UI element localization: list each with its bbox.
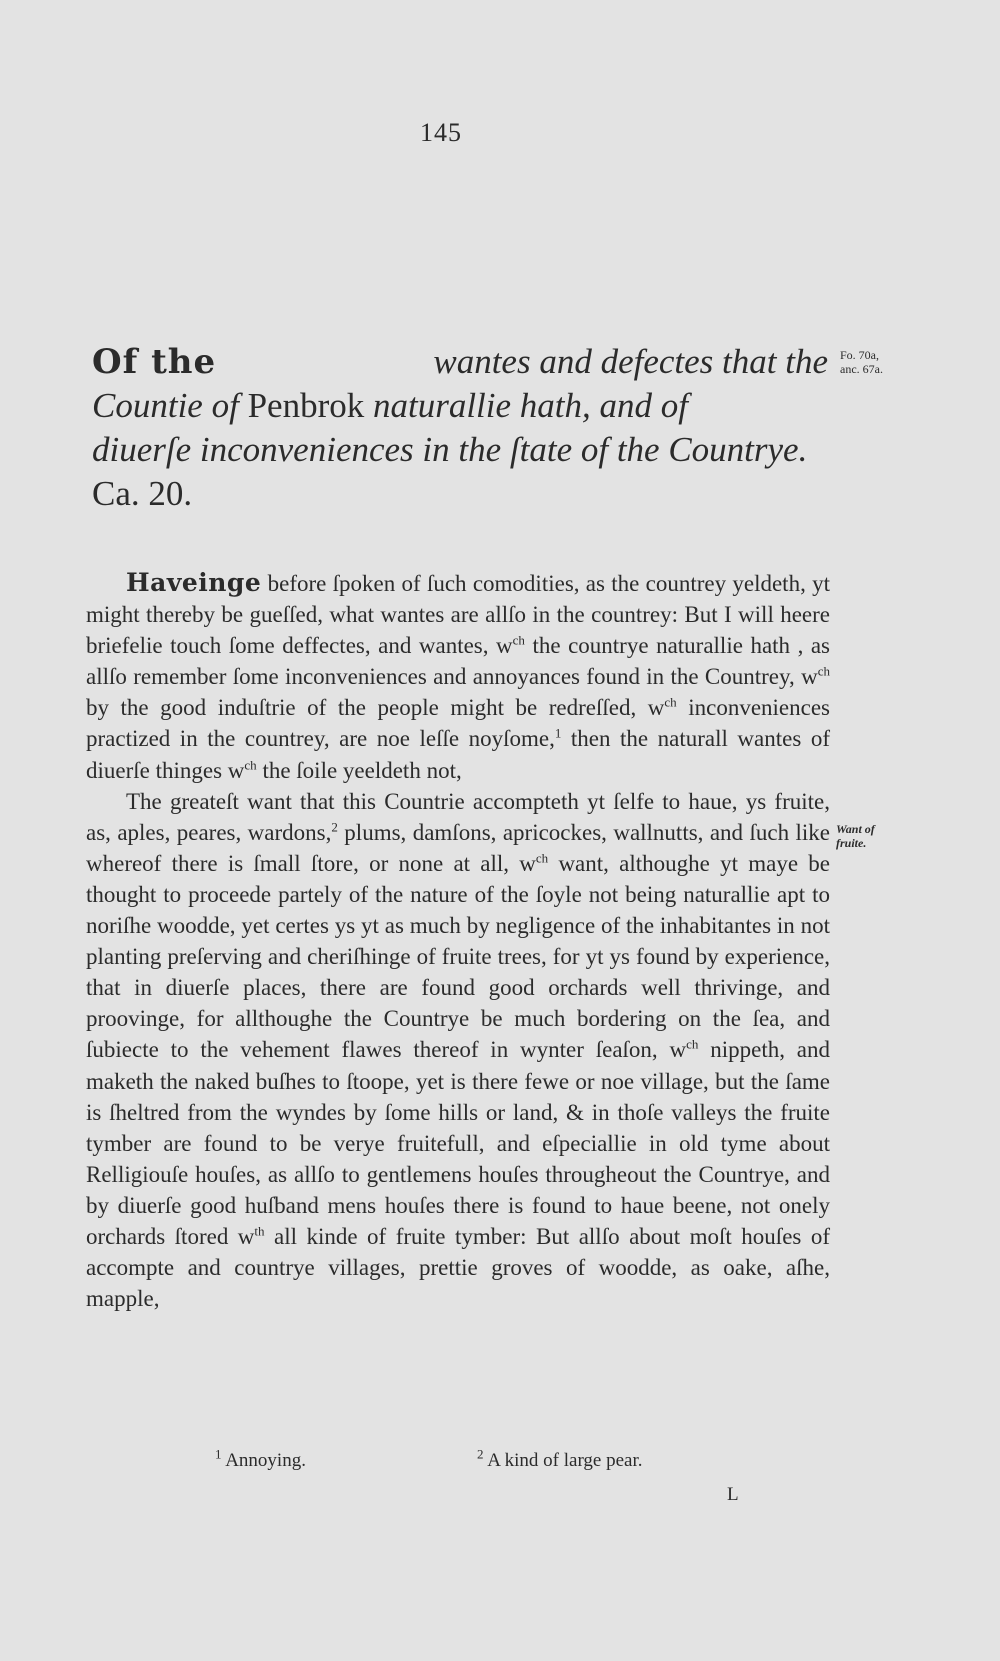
heading-line-2a: Countie of (92, 386, 239, 425)
text-run: The greateſt want that this Countrie accompteth yt ſelfe to haue, ys fruite, as, aples, peares, wardons, (86, 788, 830, 845)
text-run: the countrye naturallie hath , as allſo remember ſome inconveniences and annoyances found in the Countrey, w (86, 633, 831, 690)
signature-mark: L (727, 1484, 739, 1505)
text-run: before ſpoken of ſuch comodities, as the countrey yeldeth, yt might thereby be gueſſed, what wantes are allſo in the countrey: But I will heere briefelie touch ſome deffectes, and wantes, w (86, 571, 831, 659)
fruit-margin-note (836, 822, 875, 850)
fruit-note-line-1: Want of (836, 822, 875, 836)
paragraph-2 (86, 786, 830, 1315)
text-run: the ſoile yeeldeth not, (256, 757, 462, 783)
folio-margin-note (840, 348, 883, 376)
text-run: want, althoughe yt maye be thought to proceede partely of the nature of the ſoyle not being naturallie apt to noriſhe woodde, yet certes ys yt as much by negligence of the inhabitantes in not planting preſerving and cheriſhinge of fruite trees, for yt ys found by experience, that in diuerſe places, there are found good orchards well thrivinge, and proovinge, for allthoughe the Countrye be much bordering on the ſea, and ſubiecte to the vehement flawes thereof in wynter ſeaſon, w (86, 850, 831, 1063)
heading-chapter-number: Ca. 20. (92, 474, 193, 513)
footnote-mark: 1 (215, 1446, 222, 1462)
paragraph-opening-word: Haveinge (126, 568, 262, 597)
heading-line-1-rest: wantes and defectes that the (433, 342, 828, 381)
folio-note-line-1: Fo. 70a, (840, 348, 879, 362)
heading-blackletter: Of the (92, 342, 217, 382)
heading-place-name: Penbrok (247, 386, 365, 425)
superscript: ch (686, 1036, 699, 1052)
body-text (86, 567, 830, 1314)
text-run: by the good induſtrie of the people might be redreſſed, w (86, 695, 665, 721)
footnote-reference: 2 (331, 819, 338, 835)
superscript: ch (817, 663, 830, 679)
chapter-heading (92, 340, 832, 516)
superscript: ch (535, 850, 549, 866)
footnote-1 (215, 1446, 306, 1472)
footnote-2 (477, 1446, 643, 1472)
text-run: inconveniences practized in the countrey, are noe leſſe noyſome, (86, 695, 830, 752)
text-run: plums, damſons, apricockes, wallnutts, and ſuch like whereof there is ſmall ſtore, or none at all, w (86, 819, 830, 876)
heading-line-2 (92, 384, 832, 428)
fruit-note-line-2: fruite. (836, 836, 867, 850)
text-run: then the naturall wantes of diuerſe thinges w (86, 726, 830, 783)
footnote-mark: 2 (477, 1446, 484, 1462)
page-number: 145 (420, 118, 462, 147)
footnote-text: A kind of large pear. (483, 1450, 643, 1471)
folio-note-line-2: anc. 67a. (840, 362, 883, 376)
text-run: nippeth, and maketh the naked buſhes to ſtoope, yet is there fewe or noe village, but the ſame is ſheltred from the wyndes by ſome hills or land, & in thoſe valleys the fruite tymber are found to be verye fruitefull, and eſpeciallie in old tyme about Relligiouſe houſes, as allſo to gentlemens houſes througheout the Countrye, and by diuerſe good huſband mens houſes there is found to haue beene, not onely orchards ſtored w (86, 1037, 830, 1249)
text-run: all kinde of fruite tymber: But allſo about moſt houſes of accompte and countrye villages, prettie groves of woodde, as oake, aſhe, mapple, (86, 1223, 830, 1312)
superscript: ch (512, 632, 525, 648)
heading-line-3: diuerſe inconveniences in the ſtate of the Countrye. (92, 430, 808, 469)
footnote-reference: 1 (554, 725, 562, 741)
heading-line-2c: naturallie hath, and of (372, 386, 688, 425)
superscript: ch (664, 694, 677, 710)
superscript: th (254, 1223, 265, 1239)
paragraph-1 (86, 567, 830, 786)
heading-line-1 (92, 340, 828, 384)
superscript: ch (244, 756, 257, 772)
footnote-text: Annoying. (221, 1450, 306, 1471)
